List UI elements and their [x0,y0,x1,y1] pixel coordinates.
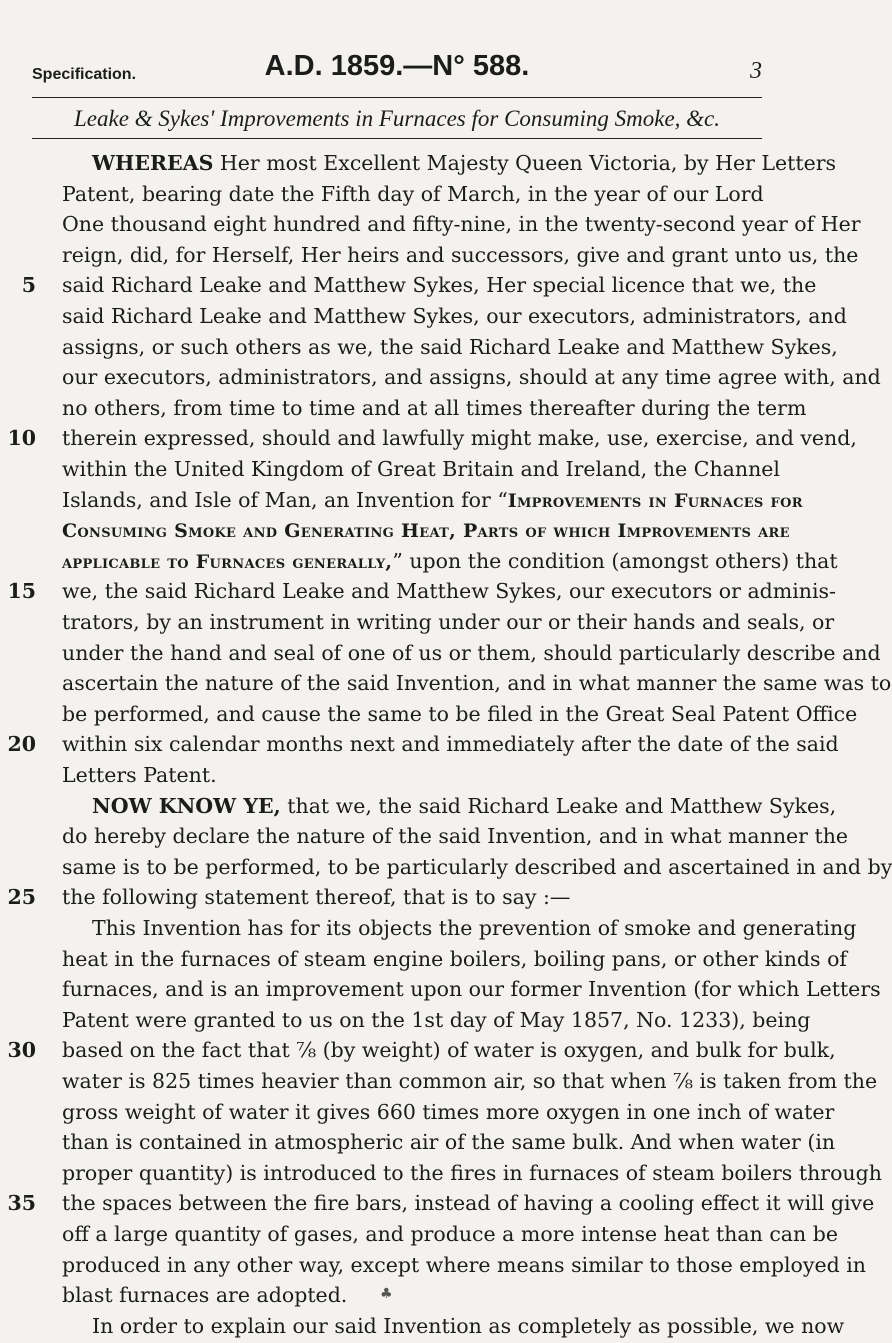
text-segment: within the United Kingdom of Great Britain and Ireland, the Channel [62,457,780,481]
text-line [92,911,857,945]
text-segment: do hereby declare the nature of the said Invention, and in what manner the [62,824,849,849]
text-segment: than is contained in atmospheric air of the same bulk. And when water (in [62,1130,836,1155]
text-segment: Her most Excellent Majesty Queen Victoria, by Her Letters [213,151,837,175]
text-segment: NOW KNOW YE, [92,793,281,818]
text-segment: blast furnaces are adopted. [62,1283,348,1308]
text-segment: gross weight of water it gives 660 times more oxygen in one inch of water [62,1099,835,1124]
text-segment: within six calendar months next and immediately after the date of the said [62,732,839,757]
text-line [62,483,803,517]
text-segment: Letters Patent. [62,763,217,787]
text-line [62,1095,835,1129]
text-line [62,452,780,486]
text-line [62,758,762,792]
text-line [92,1309,845,1343]
text-line [62,1186,875,1220]
text-line [62,544,838,578]
text-line [62,513,790,547]
text-segment: based on the fact that ⅞ (by weight) of water is oxygen, and bulk for bulk, [62,1038,836,1063]
text-line [62,972,881,1006]
line-number: 15 [7,579,36,604]
text-line [62,880,762,914]
text-line [62,177,762,211]
printer-mark: ♣ [380,1286,393,1302]
text-segment: that we, the said Richard Leake and Matthew Sykes, [280,793,837,818]
text-line [62,850,892,884]
text-segment: Islands, and Isle of Man, an Invention for “ [62,487,508,512]
line-number: 5 [21,273,36,298]
text-segment: the spaces between the fire bars, instead of having a cooling effect it will give [62,1191,875,1216]
text-line [62,299,847,333]
text-segment: produced in any other way, except where means similar to those employed in [62,1252,866,1277]
text-segment: ascertain the nature of the said Invention, and in what manner the same was to [62,671,892,696]
text-segment: be performed, and cause the same to be filed in the Great Seal Patent Office [62,701,858,726]
subtitle-rule [32,138,762,139]
running-title: Leake & Sykes' Improvements in Furnaces for Consuming Smoke, &c. [73,106,720,131]
section-label: Specification. [32,66,137,83]
text-line [62,207,861,241]
text-line [62,819,849,853]
text-segment: In order to explain our said Invention as completely as possible, we now [92,1313,845,1338]
text-line [62,666,892,700]
text-segment: under the hand and seal of one of us or them, should particularly describe and [62,640,881,665]
text-segment: reign, did, for Herself, Her heirs and successors, give and grant unto us, the [62,242,859,267]
text-line [62,605,835,639]
text-segment: furnaces, and is an improvement upon our former Invention (for which Letters [62,977,881,1002]
text-line [62,1003,811,1037]
text-line [62,1033,836,1067]
text-line [92,146,837,180]
line-number: 10 [7,426,36,451]
text-line [62,421,857,455]
text-segment: no others, from time to time and at all times thereafter during the term [62,395,807,420]
patent-title: A.D. 1859.—N° 588. [264,50,530,82]
text-line [62,1248,866,1282]
text-line [62,636,881,670]
line-number: 25 [7,885,36,910]
text-segment: off a large quantity of gases, and produce a more intense heat than can be [62,1222,839,1246]
text-line [62,727,839,761]
text-segment: heat in the furnaces of steam engine boilers, boiling pans, or other kinds of [62,946,848,971]
text-segment: Patent were granted to us on the 1st day of May 1857, No. 1233), being [62,1007,811,1032]
text-segment: assigns, or such others as we, the said Richard Leake and Matthew Sykes, [62,334,838,359]
text-line [62,1064,878,1098]
text-segment: applicable to Furnaces generally, [62,550,393,573]
text-segment: same is to be performed, to be particularly described and ascertained in and by [62,854,892,879]
header-rule [32,97,762,98]
text-segment: One thousand eight hundred and fifty-nine, in the twenty-second year of Her [62,212,861,237]
text-line [62,942,848,976]
text-segment: WHEREAS [92,151,214,175]
text-segment: water is 825 times heavier than common air, so that when ⅞ is taken from the [62,1069,878,1093]
text-line [62,1278,762,1312]
text-line [62,697,858,731]
line-number: 30 [7,1038,36,1063]
text-segment: proper quantity) is introduced to the fires in furnaces of steam boilers through [62,1160,882,1185]
text-line [92,789,837,823]
text-segment: we, the said Richard Leake and Matthew Sykes, our executors or adminis- [62,579,836,604]
text-segment: our executors, administrators, and assigns, should at any time agree with, and [62,365,881,390]
text-line [62,1156,882,1190]
text-line [62,391,807,425]
text-line [62,268,817,302]
line-number: 20 [7,732,36,757]
text-line [62,238,859,272]
text-segment: Consuming Smoke and Generating Heat, Parts of which Improvements are [62,520,790,543]
text-segment: therein expressed, should and lawfully might make, use, exercise, and vend, [62,426,857,451]
text-segment: said Richard Leake and Matthew Sykes, our executors, administrators, and [62,304,847,328]
page-header [32,50,762,90]
text-segment: trators, by an instrument in writing under our or their hands and seals, or [62,610,835,634]
page-number: 3 [750,58,762,84]
text-line [62,1125,836,1159]
line-number: 35 [7,1191,36,1216]
text-line [62,360,881,394]
text-segment: the following statement thereof, that is to say :— [62,885,571,910]
text-segment: Patent, bearing date the Fifth day of March, in the year of our Lord [62,181,764,206]
text-line [62,574,836,608]
text-line [62,1217,839,1251]
text-segment: This Invention has for its objects the prevention of smoke and generating [92,916,857,940]
text-line [62,330,838,364]
text-segment: said Richard Leake and Matthew Sykes, Her special licence that we, the [62,273,817,298]
text-segment: Improvements in Furnaces for [507,489,803,512]
text-segment: ” upon the condition (amongst others) that [392,548,838,573]
